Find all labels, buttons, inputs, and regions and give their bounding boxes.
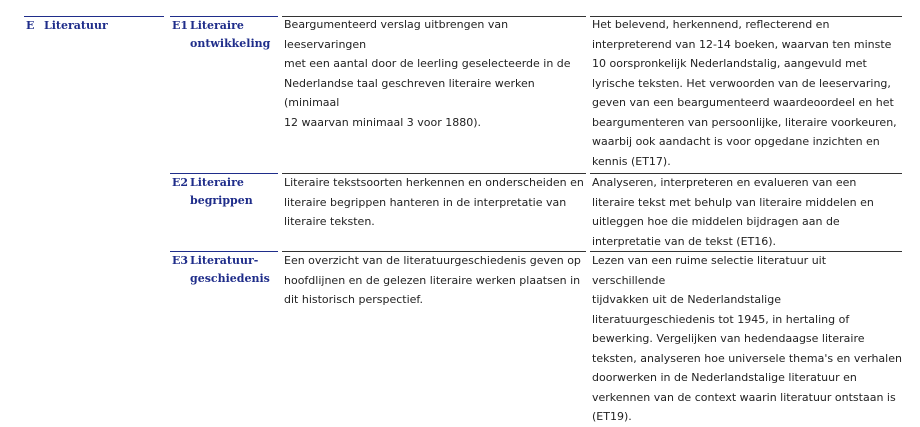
domain-code: E — [26, 19, 35, 32]
row-e3-requirements: Lezen van een ruime selectie literatuur uit verschillende tijdvakken uit de Nederlandstalige literatuurgeschiedenis tot 1945, in hertaling of bewerking. Vergelijken van hedendaagse literaire teksten, analyseren hoe universele thema's en verhalen doorwerken in de Nederlandstalige literatuur en verkennen van de context waarin literatuur ontstaan is (ET19). — [592, 254, 902, 423]
row-e3-description: Een overzicht van de literatuurgeschiedenis geven op hoofdlijnen en de gelezen literaire werken plaatsen in dit historisch perspectief. — [284, 254, 581, 306]
row-e2-description: Literaire tekstsoorten herkennen en onderscheiden en literaire begrippen hanteren in de interpretatie van literaire teksten. — [284, 176, 584, 228]
row-e1-code: E1 — [172, 19, 189, 32]
row-e1-title: Literaire ontwikkeling — [190, 19, 271, 50]
row-e3-code: E3 — [172, 254, 189, 267]
row-e3-title: Literatuur- geschiedenis — [190, 254, 270, 285]
domain-title: Literatuur — [44, 19, 108, 32]
row-e2-code: E2 — [172, 176, 189, 189]
row-e2-requirements: Analyseren, interpreteren en evalueren van een literaire tekst met behulp van literaire middelen en uitleggen hoe die middelen bijdragen aan de interpretatie van de tekst (ET16). — [592, 176, 874, 248]
row-e2-title: Literaire begrippen — [190, 176, 253, 207]
row-e1-description: Beargumenteerd verslag uitbrengen van leeservaringen met een aantal door de leerling geselecteerde in de Nederlandse taal geschreven literaire werken (minimaal 12 waarvan minimaal 3 voor 1880). — [284, 18, 571, 129]
row-e1-requirements: Het belevend, herkennend, reflecterend en interpreterend van 12-14 boeken, waarvan ten minste 10 oorspronkelijk Nederlandstalig, aangevuld met lyrische teksten. Het verwoorden van de leeservaring, geven van een beargumenteerd waardeoordeel en het beargumenteren van persoonlijke, literaire voorkeuren, waarbij ook aandacht is voor opgedane inzichten en kennis (ET17). — [592, 18, 897, 168]
domain-rule — [24, 16, 164, 17]
